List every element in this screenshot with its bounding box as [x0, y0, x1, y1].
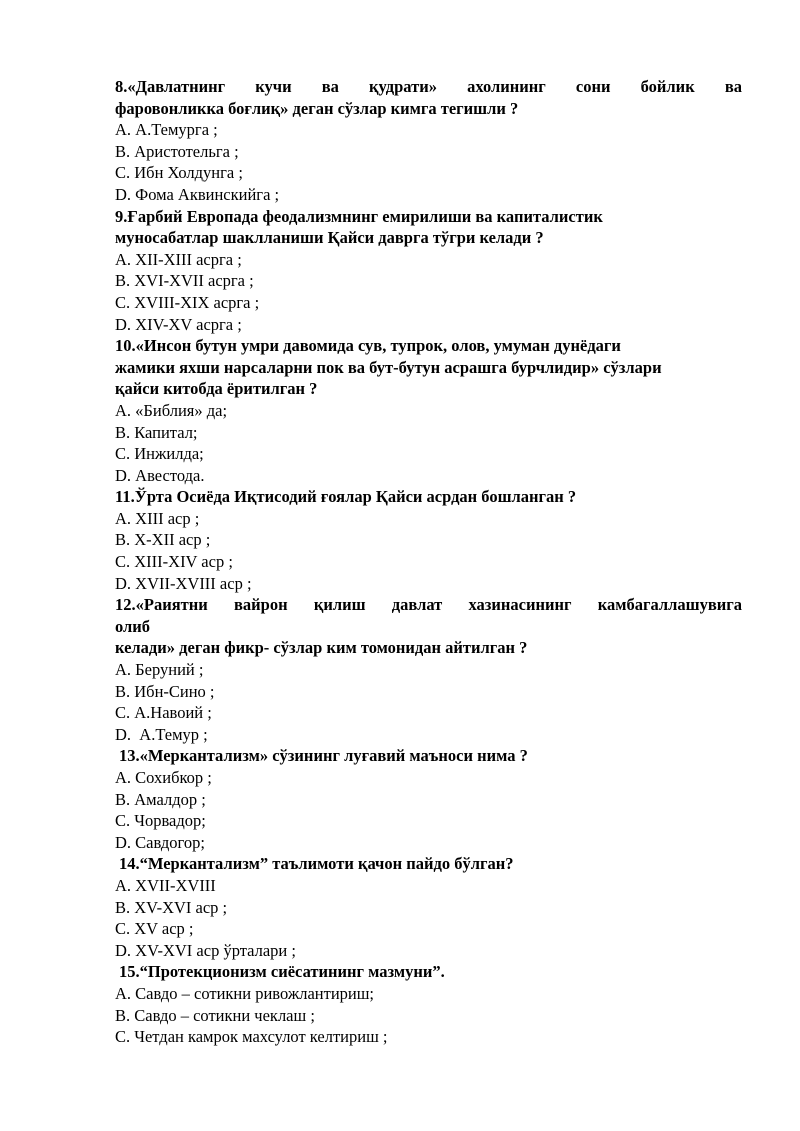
answer-option: A. Беруний ;: [115, 660, 204, 680]
question-text-line: келади» деган фикр- сўзлар ким томонидан айтилган ?: [115, 638, 528, 658]
document-page: [115, 76, 742, 1048]
answer-option: B. Аристотельга ;: [115, 141, 239, 161]
answer-option: C. Ибн Холдунга ;: [115, 163, 243, 183]
question-text-line: 11.Ўрта Осиёда Иқтисодий ғоялар Қайси асрдан бошланган ?: [115, 487, 577, 507]
question-text-line: 13.«Меркантализм» сўзининг луғавий маъноси нима ?: [119, 746, 528, 766]
question-text-line: 12.«Раиятни вайрон қилиш давлат хазинасининг камбагаллашувига: [115, 595, 742, 615]
answer-option: C. Инжилда;: [115, 444, 204, 464]
answer-option: C. Четдан камрок махсулот келтириш ;: [115, 1027, 388, 1047]
question-text-line: жамики яхши нарсаларни пок ва бут-бутун асрашга бурчлидир» сўзлари: [115, 357, 662, 377]
answer-option: A. Сохибкор ;: [115, 768, 212, 787]
answer-option: B. XV-XVI аср ;: [115, 897, 228, 917]
answer-option: D. XVII-XVIII аср ;: [115, 573, 252, 593]
answer-option: D. Авестода.: [115, 465, 205, 485]
answer-option: C. Чорвадор;: [115, 811, 206, 831]
answer-option: B. X-XII аср ;: [115, 530, 211, 550]
answer-option: D. Савдогор;: [115, 832, 205, 852]
question-9: [115, 206, 742, 249]
answer-option: A. «Библия» да;: [115, 400, 228, 420]
answer-option: A. XII-XIII асрга ;: [115, 249, 242, 269]
answer-option: A. А.Темурга ;: [115, 120, 218, 140]
answer-option: A. Савдо – сотикни ривожлантириш;: [115, 983, 375, 1003]
answer-option: B. Амалдор ;: [115, 789, 206, 809]
answer-option: B. XVI-XVII асрга ;: [115, 271, 254, 291]
answer-option: C. XVIII-XIX асрга ;: [115, 292, 260, 312]
question-text-line: фаровонликка боғлиқ» деган сўзлар кимга тегишли ?: [115, 98, 519, 118]
question-text-line: муносабатлар шаклланиши Қайси даврга тўгри келади ?: [115, 228, 544, 248]
answer-option: B. Ибн-Сино ;: [115, 681, 215, 701]
question-12: [115, 594, 742, 659]
answer-option: D. XV-XVI аср ўрталари ;: [115, 940, 296, 960]
question-text-line: қайси китобда ёритилган ?: [115, 379, 318, 399]
answer-option: D. XIV-XV асрга ;: [115, 314, 242, 334]
question-text-line: 15.“Протекционизм сиёсатининг мазмуни”.: [119, 962, 445, 982]
question-text-line: 10.«Инсон бутун умри давомида сув, тупрок, олов, умуман дунёдаги: [115, 336, 621, 356]
question-text-line: 14.“Меркантализм” таълимоти қачон пайдо бўлган?: [119, 854, 514, 874]
answer-option: A. XIII аср ;: [115, 508, 200, 528]
question-13: [115, 745, 742, 767]
question-8: [115, 76, 742, 119]
answer-option: D. А.Темур ;: [115, 724, 208, 744]
answer-option: A. XVII-XVIII: [115, 875, 216, 895]
answer-option: D. Фома Аквинскийга ;: [115, 184, 280, 204]
question-text-line: 9.Ғарбий Европада феодализмнинг емирилиши ва капиталистик: [115, 206, 603, 226]
answer-option: B. Капитал;: [115, 422, 198, 442]
question-14: [115, 853, 742, 875]
answer-option: C. XV аср ;: [115, 919, 194, 939]
question-10: [115, 335, 742, 400]
question-text-line: олиб: [115, 616, 151, 636]
question-15: [115, 961, 742, 983]
answer-option: C. XIII-XIV аср ;: [115, 552, 233, 572]
answer-option: B. Савдо – сотикни чеклаш ;: [115, 1005, 315, 1025]
answer-option: C. А.Навоий ;: [115, 703, 212, 723]
question-text-line: 8.«Давлатнинг кучи ва қудрати» ахолининг сони бойлик ва: [115, 77, 742, 96]
question-11: [115, 486, 742, 508]
